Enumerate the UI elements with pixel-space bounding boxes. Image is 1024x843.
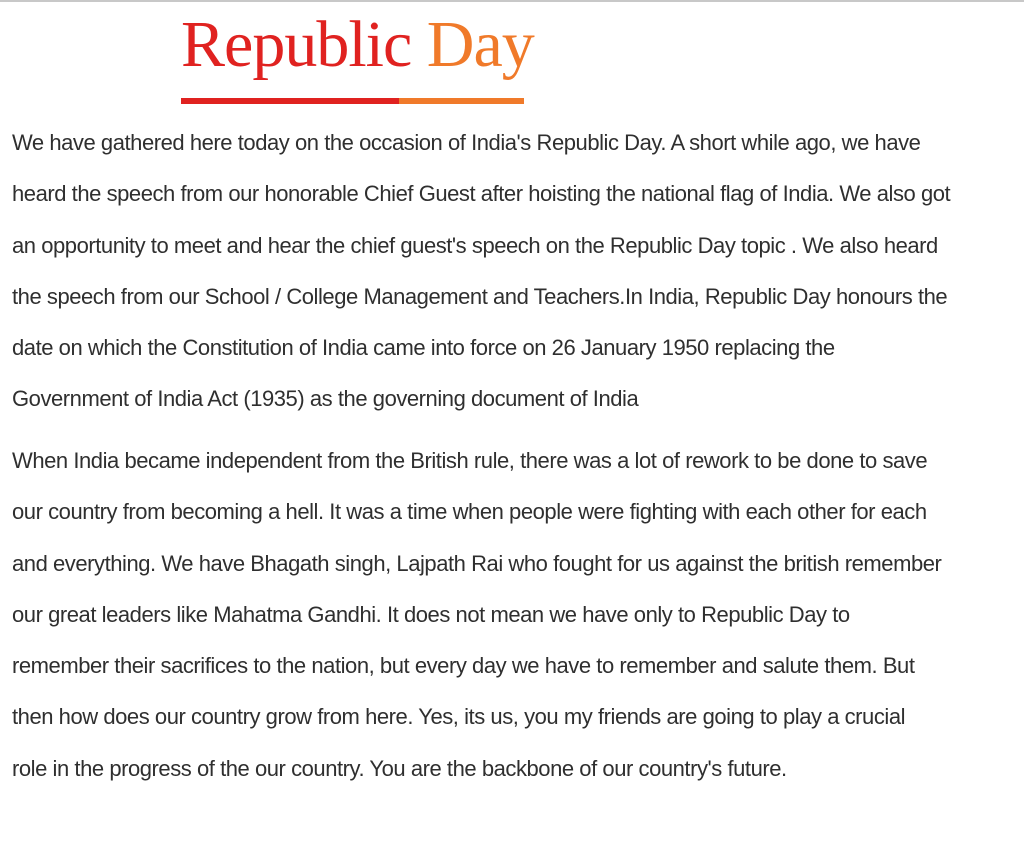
paragraph-line: role in the progress of the our country. You are the backbone of our country's future.: [12, 755, 787, 781]
paragraph-2: [12, 435, 1020, 794]
title-underline-orange-segment: [399, 98, 524, 104]
paragraph-line: the speech from our School / College Management and Teachers.In India, Republic Day honours the: [12, 283, 948, 309]
paragraph-line: and everything. We have Bhagath singh, Lajpath Rai who fought for us against the british remember: [12, 550, 942, 576]
paragraph-1: [12, 117, 1020, 425]
title-word-day: Day: [426, 8, 534, 81]
paragraph-line: date on which the Constitution of India came into force on 26 January 1950 replacing the: [12, 335, 835, 361]
title-underline: [181, 98, 524, 104]
paragraph-line: Government of India Act (1935) as the governing document of India: [12, 386, 639, 412]
title-word-republic: Republic: [181, 8, 412, 81]
paragraph-line: remember their sacrifices to the nation, but every day we have to remember and salute them. But: [12, 653, 915, 679]
paragraph-line: heard the speech from our honorable Chief Guest after hoisting the national flag of India. We also got: [12, 181, 951, 207]
paragraph-line: our country from becoming a hell. It was a time when people were fighting with each other for each: [12, 499, 927, 525]
paragraph-line: When India became independent from the British rule, there was a lot of rework to be done to save: [12, 448, 928, 473]
paragraph-line: an opportunity to meet and hear the chief guest's speech on the Republic Day topic . We also heard: [12, 232, 938, 258]
title-underline-red-segment: [181, 98, 399, 104]
paragraph-line: our great leaders like Mahatma Gandhi. It does not mean we have only to Republic Day to: [12, 601, 850, 627]
paragraph-line: We have gathered here today on the occasion of India's Republic Day. A short while ago, we have: [12, 130, 921, 155]
paragraph-line: then how does our country grow from here. Yes, its us, you my friends are going to play a crucial: [12, 704, 906, 730]
page-title: [181, 4, 534, 87]
top-border: [0, 0, 1024, 2]
